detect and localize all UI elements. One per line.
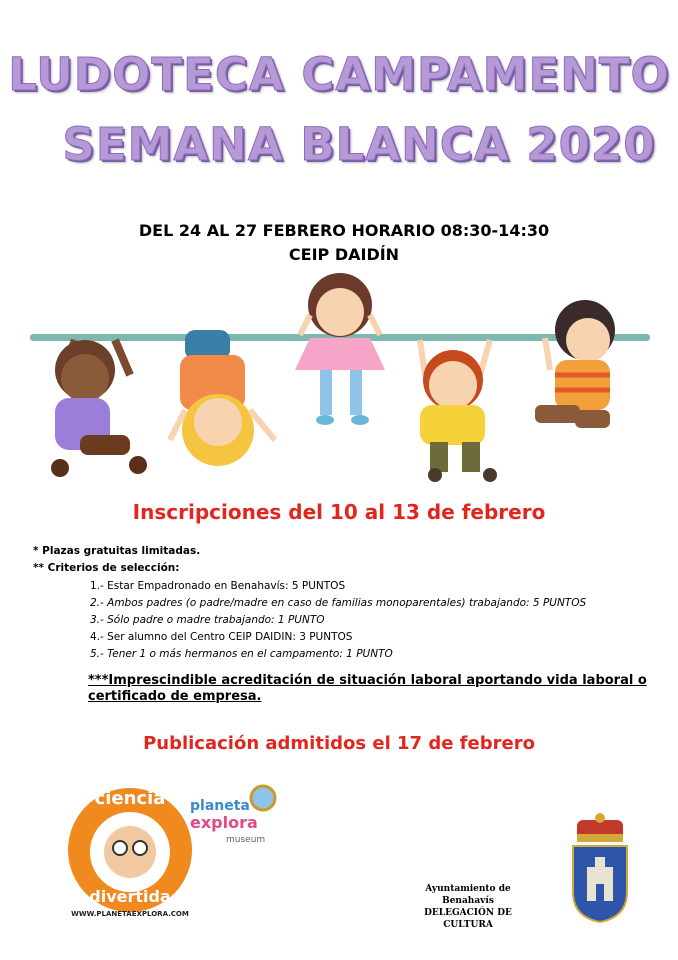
ciencia-divertida-logo <box>60 780 200 920</box>
child-purple-shirt <box>51 340 147 477</box>
ciencia-url: WWW.PLANETAEXPLORA.COM <box>71 910 189 918</box>
planeta-explora-logo <box>188 780 288 850</box>
children-bar-illustration <box>20 270 660 495</box>
criterion-5: 5.- Tener 1 o más hermanos en el campamento: 1 PUNTO <box>90 648 393 660</box>
organization <box>398 883 538 931</box>
title-line-2: SEMANA BLANCA 2020 <box>62 118 656 171</box>
free-places-note: * Plazas gratuitas limitadas. <box>33 545 201 557</box>
venue: CEIP DAIDÍN <box>288 245 400 264</box>
criterion-1: 1.- Estar Empadronado en Benahavís: 5 PUNTOS <box>90 580 346 592</box>
org-line-2: DELEGACIÓN DE CULTURA <box>424 908 512 930</box>
criteria-heading: ** Criterios de selección: <box>33 562 180 574</box>
publication-date: Publicación admitidos el 17 de febrero <box>143 733 535 754</box>
dates-schedule: DEL 24 AL 27 FEBRERO HORARIO 08:30-14:30 <box>138 221 550 240</box>
ciencia-text: ciencia <box>94 788 166 809</box>
registration-dates: Inscripciones del 10 al 13 de febrero <box>132 500 546 524</box>
child-pink-dress <box>295 273 385 425</box>
museum-text: museum <box>226 835 266 845</box>
child-striped-shirt <box>535 300 615 428</box>
org-line-1: Ayuntamiento de Benahavís <box>425 884 511 906</box>
explora-text: explora <box>190 813 258 832</box>
title-line-1: LUDOTECA CAMPAMENTO <box>8 48 670 101</box>
criterion-2: 2.- Ambos padres (o padre/madre en caso de familias monoparentales) trabajando: 5 PUNTOS <box>90 597 587 609</box>
child-yellow-shirt <box>420 340 497 482</box>
criterion-4: 4.- Ser alumno del Centro CEIP DAIDIN: 3 PUNTOS <box>90 631 353 643</box>
divertida-text: divertida <box>89 887 171 906</box>
child-upside-down <box>170 330 275 466</box>
criterion-3: 3.- Sólo padre o madre trabajando: 1 PUNTO <box>90 614 325 626</box>
requirement-note: ***Imprescindible acreditación de situación laboral aportando vida laboral o certificado de empresa. <box>88 673 647 704</box>
coat-of-arms <box>565 812 635 927</box>
planeta-text: planeta <box>190 798 250 814</box>
